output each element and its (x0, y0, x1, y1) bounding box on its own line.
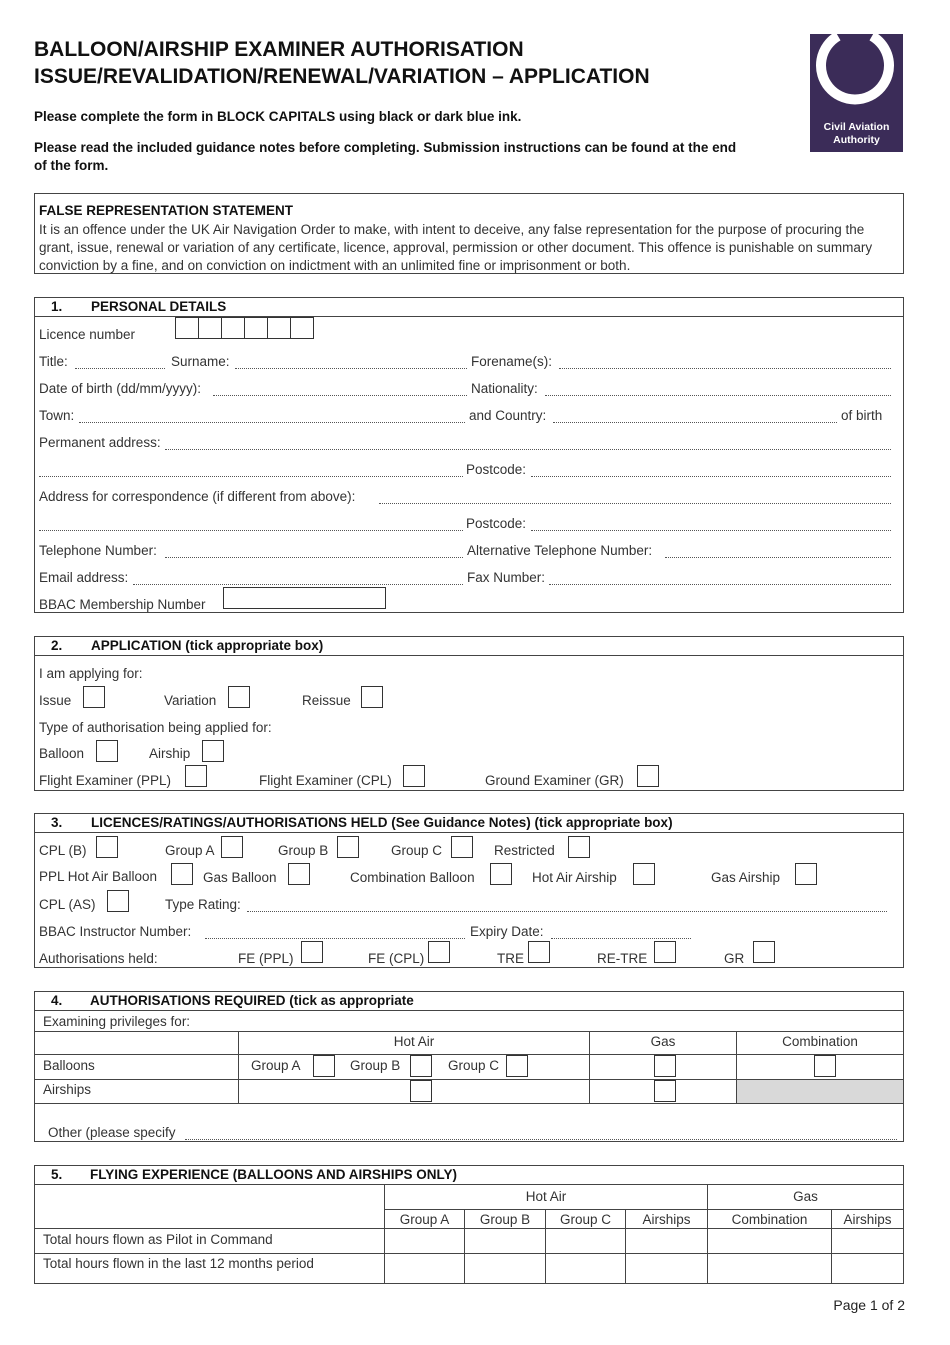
balloon-group-c-checkbox[interactable] (506, 1055, 528, 1077)
section-1-header (35, 298, 903, 317)
issue-checkbox[interactable] (83, 686, 105, 708)
examining-privileges-label: Examining privileges for: (43, 1014, 191, 1029)
combination-balloon-checkbox[interactable] (490, 863, 512, 885)
nationality-field[interactable] (545, 379, 891, 396)
fax-label: Fax Number: (467, 570, 546, 585)
authorisation-type-label: Type of authorisation being applied for: (39, 720, 272, 735)
exp-row-pic-label: Total hours flown as Pilot in Command (43, 1232, 273, 1247)
held-gr-label: GR (724, 951, 745, 966)
group-c-checkbox[interactable] (451, 836, 473, 858)
hot-air-airship-label: Hot Air Airship (532, 870, 617, 885)
exp-col-gas-airships: Airships (843, 1212, 892, 1227)
gas-balloon-label: Gas Balloon (203, 870, 277, 885)
expiry-date-label: Expiry Date: (470, 924, 544, 939)
group-c-label: Group C (391, 843, 443, 858)
correspondence-postcode-label: Postcode: (466, 516, 527, 531)
permanent-address-label: Permanent address: (39, 435, 161, 450)
section-flying-experience (34, 1165, 904, 1284)
permanent-address-line2-field[interactable] (39, 460, 463, 477)
page-number: Page 1 of 2 (833, 1297, 905, 1313)
held-re-tre-checkbox[interactable] (654, 941, 676, 963)
cpl-b-label: CPL (B) (39, 843, 87, 858)
gas-balloon-checkbox[interactable] (288, 863, 310, 885)
alt-telephone-field[interactable] (665, 541, 891, 558)
instruction-guidance-line1: Please read the included guidance notes before completing. Submission instructions can be found at the end (34, 140, 737, 155)
nationality-label: Nationality: (471, 381, 538, 396)
country-field[interactable] (553, 406, 837, 423)
section-licences-held (34, 813, 904, 968)
town-field[interactable] (79, 406, 465, 423)
balloon-combination-checkbox[interactable] (814, 1055, 836, 1077)
email-label: Email address: (39, 570, 129, 585)
req-group-c-label: Group C (448, 1058, 500, 1073)
country-label: and Country: (469, 408, 547, 423)
fe-ppl-checkbox[interactable] (185, 765, 207, 787)
postcode-label: Postcode: (466, 462, 527, 477)
gas-airship-label: Gas Airship (711, 870, 781, 885)
fax-field[interactable] (549, 568, 891, 585)
balloons-row-label: Balloons (43, 1058, 95, 1073)
type-rating-label: Type Rating: (165, 897, 241, 912)
licence-number-boxes[interactable] (175, 317, 314, 339)
section-4-number: 4. (51, 993, 63, 1008)
airship-checkbox[interactable] (202, 740, 224, 762)
variation-label: Variation (164, 693, 217, 708)
section-3-header (35, 814, 903, 833)
ppl-hot-air-balloon-checkbox[interactable] (171, 863, 193, 885)
forenames-field[interactable] (559, 352, 891, 369)
exp-col-group-b: Group B (479, 1212, 531, 1227)
airship-hot-air-checkbox[interactable] (410, 1080, 432, 1102)
exp-col-hot-air-airships: Airships (642, 1212, 691, 1227)
exp-row-last-12-months-label: Total hours flown in the last 12 months period (43, 1256, 314, 1271)
restricted-checkbox[interactable] (568, 836, 590, 858)
statement-heading: FALSE REPRESENTATION STATEMENT (39, 203, 294, 218)
airship-label: Airship (149, 746, 191, 761)
cpl-b-checkbox[interactable] (96, 836, 118, 858)
group-a-checkbox[interactable] (221, 836, 243, 858)
held-fe-cpl-checkbox[interactable] (428, 941, 450, 963)
section-2-number: 2. (51, 638, 63, 653)
balloon-checkbox[interactable] (96, 740, 118, 762)
hot-air-airship-checkbox[interactable] (633, 863, 655, 885)
licence-number-label: Licence number (39, 327, 136, 342)
other-specify-field[interactable] (185, 1123, 897, 1140)
section-5-title: FLYING EXPERIENCE (BALLOONS AND AIRSHIPS ONLY) (90, 1167, 458, 1182)
instruction-guidance-line2: of the form. (34, 158, 109, 173)
gas-header: Gas (650, 1034, 676, 1049)
held-gr-checkbox[interactable] (753, 941, 775, 963)
correspondence-address-field[interactable] (379, 487, 891, 504)
bbac-instructor-field[interactable] (205, 922, 465, 939)
group-a-label: Group A (165, 843, 215, 858)
held-tre-checkbox[interactable] (528, 941, 550, 963)
ppl-hot-air-balloon-label: PPL Hot Air Balloon (39, 869, 158, 884)
applying-for-label: I am applying for: (39, 666, 143, 681)
section-5-header (35, 1166, 903, 1185)
held-re-tre-label: RE-TRE (597, 951, 648, 966)
reissue-checkbox[interactable] (361, 686, 383, 708)
email-field[interactable] (133, 568, 463, 585)
fe-ppl-label: Flight Examiner (PPL) (39, 773, 172, 788)
section-4-title: AUTHORISATIONS REQUIRED (tick as appropriate (90, 993, 414, 1008)
exp-gas-header: Gas (793, 1189, 818, 1204)
correspondence-address-label: Address for correspondence (if different from above): (39, 489, 356, 504)
section-3-number: 3. (51, 815, 63, 830)
other-specify-label: Other (please specify (48, 1125, 176, 1140)
town-label: Town: (39, 408, 75, 423)
fe-cpl-checkbox[interactable] (403, 765, 425, 787)
form-title-line1: BALLOON/AIRSHIP EXAMINER AUTHORISATION (34, 38, 524, 61)
restricted-label: Restricted (494, 843, 555, 858)
held-tre-label: TRE (497, 951, 524, 966)
gas-airship-checkbox[interactable] (795, 863, 817, 885)
surname-field[interactable] (235, 352, 467, 369)
combination-balloon-label: Combination Balloon (350, 870, 475, 885)
alt-telephone-label: Alternative Telephone Number: (467, 543, 653, 558)
instruction-block-capitals: Please complete the form in BLOCK CAPITALS using black or dark blue ink. (34, 109, 522, 124)
section-application (34, 636, 904, 791)
dob-field[interactable] (213, 379, 467, 396)
section-2-header (35, 637, 903, 656)
section-1-number: 1. (51, 299, 63, 314)
balloon-group-b-checkbox[interactable] (410, 1055, 432, 1077)
balloon-group-a-checkbox[interactable] (313, 1055, 335, 1077)
title-field[interactable] (75, 352, 165, 369)
cpl-as-label: CPL (AS) (39, 897, 96, 912)
correspondence-address-line2-field[interactable] (39, 514, 463, 531)
held-fe-cpl-label: FE (CPL) (368, 951, 425, 966)
section-5-number: 5. (51, 1167, 63, 1182)
hot-air-header: Hot Air (393, 1034, 435, 1049)
cpl-as-checkbox[interactable] (107, 890, 129, 912)
section-authorisations-required (34, 991, 904, 1142)
postcode-field[interactable] (531, 460, 891, 477)
group-b-checkbox[interactable] (337, 836, 359, 858)
of-birth-label: of birth (841, 408, 883, 423)
exp-col-group-a: Group A (399, 1212, 450, 1227)
logo-text-line2: Authority (833, 134, 880, 146)
type-rating-field[interactable] (247, 895, 887, 912)
telephone-label: Telephone Number: (39, 543, 157, 558)
section-1-title: PERSONAL DETAILS (91, 299, 227, 314)
req-group-a-label: Group A (251, 1058, 301, 1073)
exp-hot-air-header: Hot Air (525, 1189, 567, 1204)
surname-label: Surname: (171, 354, 230, 369)
req-group-b-label: Group B (350, 1058, 401, 1073)
form-title-line2: ISSUE/REVALIDATION/RENEWAL/VARIATION – APPLICATION (34, 65, 650, 88)
fe-cpl-label: Flight Examiner (CPL) (259, 773, 392, 788)
bbac-membership-field[interactable] (223, 587, 386, 609)
bbac-membership-label: BBAC Membership Number (39, 597, 206, 612)
exp-col-group-c: Group C (559, 1212, 612, 1227)
airship-gas-checkbox[interactable] (654, 1080, 676, 1102)
forenames-label: Forename(s): (471, 354, 553, 369)
dob-label: Date of birth (dd/mm/yyyy): (39, 381, 202, 396)
issue-label: Issue (39, 693, 72, 708)
held-fe-ppl-label: FE (PPL) (238, 951, 294, 966)
held-fe-ppl-checkbox[interactable] (301, 941, 323, 963)
section-2-title: APPLICATION (tick appropriate box) (91, 638, 324, 653)
permanent-address-field[interactable] (165, 433, 891, 450)
section-3-title: LICENCES/RATINGS/AUTHORISATIONS HELD (See Guidance Notes) (tick appropriate box) (91, 815, 673, 830)
balloon-gas-checkbox[interactable] (654, 1055, 676, 1077)
ground-examiner-label: Ground Examiner (GR) (485, 773, 624, 788)
logo-text-line1: Civil Aviation (823, 121, 890, 133)
section-personal-details (34, 297, 904, 613)
group-b-label: Group B (278, 843, 329, 858)
title-label: Title: (39, 354, 68, 369)
section-4-header (35, 992, 903, 1011)
false-representation-statement (34, 193, 904, 274)
reissue-label: Reissue (302, 693, 351, 708)
combination-header: Combination (782, 1034, 858, 1049)
bbac-instructor-label: BBAC Instructor Number: (39, 924, 192, 939)
caa-logo (810, 34, 903, 152)
ground-examiner-checkbox[interactable] (637, 765, 659, 787)
variation-checkbox[interactable] (228, 686, 250, 708)
form-title (34, 36, 650, 90)
telephone-field[interactable] (165, 541, 463, 558)
authorisations-held-label: Authorisations held: (39, 951, 158, 966)
airships-row-label: Airships (43, 1082, 92, 1097)
exp-col-combination: Combination (731, 1212, 808, 1227)
instruction-guidance (34, 139, 736, 175)
statement-body: It is an offence under the UK Air Navigation Order to make, with intent to deceive, any false representation for the purpose of procuring the grant, issue, renewal or variation of any certificate, licence, approval, permission or other document. This offence is punishable on summary conviction by a fine, and on conviction on indictment with an unlimited fine or imprisonment or both. (39, 222, 873, 273)
correspondence-postcode-field[interactable] (531, 514, 891, 531)
balloon-label: Balloon (39, 746, 85, 761)
expiry-date-field[interactable] (551, 922, 691, 939)
